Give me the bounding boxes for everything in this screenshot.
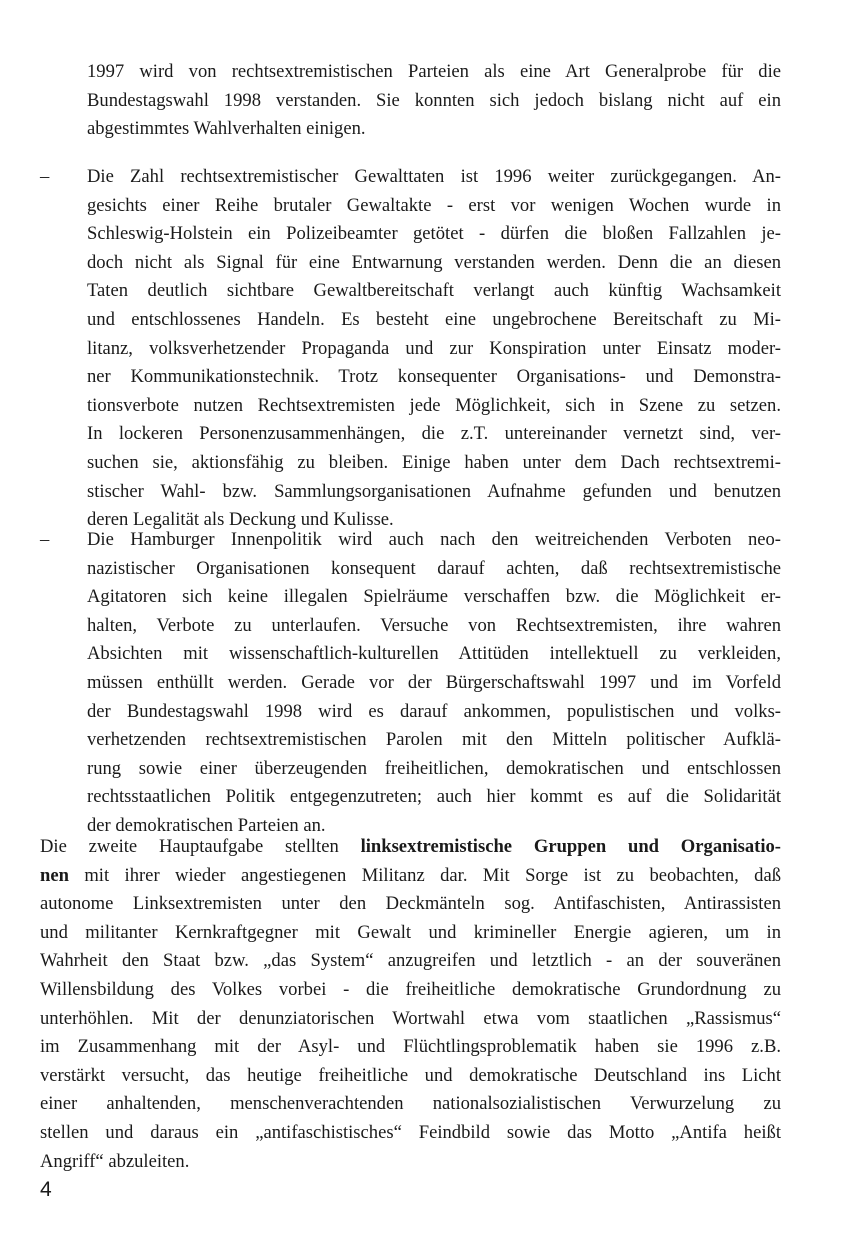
bullet-dash: – xyxy=(40,529,50,550)
text-line: verhetzenden rechtsextremistischen Parolen mit den Mitteln politischer Aufklä- xyxy=(87,729,781,751)
text-line xyxy=(40,862,781,891)
text-line: Absichten mit wissenschaftlich-kulturellen Attitüden intellektuell zu verkleiden, xyxy=(87,643,781,665)
bold-phrase: nen xyxy=(40,864,69,886)
bullet-paragraph-2 xyxy=(87,526,781,841)
text-line: der demokratischen Parteien an. xyxy=(87,814,326,836)
text-line: rechtsstaatlichen Politik entgegenzutreten; auch hier kommt es auf die Solidarität xyxy=(87,786,781,808)
text-line: im Zusammenhang mit der Asyl- und Flüchtlingsproblematik haben sie 1996 z.B. xyxy=(40,1036,781,1058)
text-line: und entschlossenes Handeln. Es besteht eine ungebrochene Bereitschaft zu Mi- xyxy=(87,308,781,330)
text-line: nazistischer Organisationen konsequent darauf achten, daß rechtsextremistische xyxy=(87,557,781,579)
text-line: Agitatoren sich keine illegalen Spielräume verschaffen bzw. die Möglichkeit er- xyxy=(87,586,781,608)
text-line: Angriff“ abzuleiten. xyxy=(40,1150,190,1172)
text-line: tionsverbote nutzen Rechtsextremisten jede Möglichkeit, sich in Szene zu setzen. xyxy=(87,394,781,416)
text-line: müssen enthüllt werden. Gerade vor der Bürgerschaftswahl 1997 und im Vorfeld xyxy=(87,671,781,693)
continuation-paragraph xyxy=(87,58,781,144)
text-line: einer anhaltenden, menschenverachtenden nationalsozialistischen Verwurzelung zu xyxy=(40,1093,781,1115)
text-line xyxy=(40,833,781,862)
text-line: autonome Linksextremisten unter den Deckmänteln sog. Antifaschisten, Antirassisten xyxy=(40,893,781,915)
text-line: unterhöhlen. Mit der denunziatorischen Wortwahl etwa vom staatlichen „Rassismus“ xyxy=(40,1007,781,1029)
text-line: gesichts einer Reihe brutaler Gewaltakte - erst vor wenigen Wochen wurde in xyxy=(87,194,781,216)
text-line: der Bundestagswahl 1998 wird es darauf ankommen, populistischen und volks- xyxy=(87,700,781,722)
bold-phrase: linksextremistische Gruppen und Organisatio- xyxy=(360,836,781,857)
text-line: Willensbildung des Volkes vorbei - die freiheitliche demokratische Grundordnung zu xyxy=(40,978,781,1000)
text-line: und militanter Kernkraftgegner mit Gewalt und krimineller Energie agieren, um in xyxy=(40,921,781,943)
text-line: 1997 wird von rechtsextremistischen Parteien als eine Art Generalprobe für die xyxy=(87,61,781,82)
text-line: rung sowie einer überzeugenden freiheitlichen, demokratischen und entschlossen xyxy=(87,757,781,779)
text-line: suchen sie, aktionsfähig zu bleiben. Einige haben unter dem Dach rechtsextremi- xyxy=(87,451,781,473)
page-number: 4 xyxy=(40,1178,52,1201)
text-line: In lockeren Personenzusammenhängen, die z.T. untereinander vernetzt sind, ver- xyxy=(87,423,781,445)
para-intro: Die zweite Hauptaufgabe stellten xyxy=(40,836,339,857)
text-line: deren Legalität als Deckung und Kulisse. xyxy=(87,509,394,531)
text-line: stischer Wahl- bzw. Sammlungsorganisationen Aufnahme gefunden und benutzen xyxy=(87,480,781,502)
bullet-paragraph-1 xyxy=(87,163,781,535)
text-line: Die Hamburger Innenpolitik wird auch nach den weitreichenden Verboten neo- xyxy=(87,529,781,550)
text-line: Wahrheit den Staat bzw. „das System“ anzugreifen und letztlich - an der souveränen xyxy=(40,950,781,972)
text-line: Bundestagswahl 1998 verstanden. Sie konnten sich jedoch bislang nicht auf ein xyxy=(87,89,781,111)
para-line2: mit ihrer wieder angestiegenen Militanz dar. Mit Sorge ist zu beobachten, daß xyxy=(84,864,781,886)
body-paragraph xyxy=(40,833,781,1176)
bullet-dash: – xyxy=(40,166,50,187)
text-line: stellen und daraus ein „antifaschistisches“ Feindbild sowie das Motto „Antifa heißt xyxy=(40,1121,781,1143)
text-line: Schleswig-Holstein ein Polizeibeamter getötet - dürfen die bloßen Fallzahlen je- xyxy=(87,223,781,245)
text-line: abgestimmtes Wahlverhalten einigen. xyxy=(87,118,366,140)
text-line: ner Kommunikationstechnik. Trotz konsequenter Organisations- und Demonstra- xyxy=(87,366,781,388)
text-line: halten, Verbote zu unterlaufen. Versuche von Rechtsextremisten, ihre wahren xyxy=(87,614,781,636)
text-line: verstärkt versucht, das heutige freiheitliche und demokratische Deutschland ins Licht xyxy=(40,1064,781,1086)
text-line: Die Zahl rechtsextremistischer Gewalttaten ist 1996 weiter zurückgegangen. An- xyxy=(87,166,781,187)
text-line: Taten deutlich sichtbare Gewaltbereitschaft verlangt auch künftig Wachsamkeit xyxy=(87,280,781,302)
text-line: doch nicht als Signal für eine Entwarnung verstanden werden. Denn die an diesen xyxy=(87,251,781,273)
text-line: litanz, volksverhetzender Propaganda und zur Konspiration unter Einsatz moder- xyxy=(87,337,781,359)
